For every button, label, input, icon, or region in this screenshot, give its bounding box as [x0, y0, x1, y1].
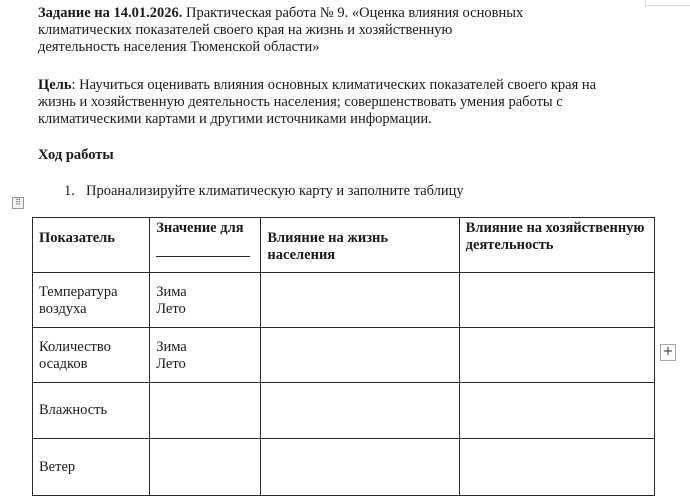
- indicator-cell[interactable]: Температура воздуха: [33, 273, 150, 328]
- table-row: [33, 273, 655, 328]
- header-value-for: [150, 218, 261, 273]
- goal-line3: климатическими картами и другими источниками информации.: [38, 111, 432, 127]
- header-influence-life: Влияние на жизнь населения: [261, 218, 459, 273]
- assignment-title-line2: климатических показателей своего края на жизнь и хозяйственную: [38, 22, 453, 38]
- influence-life-cell[interactable]: [261, 439, 459, 496]
- assignment-date-label: Задание на 14.01.2026.: [38, 5, 183, 21]
- influence-life-cell[interactable]: [261, 383, 459, 439]
- assignment-title-line1: Практическая работа № 9. «Оценка влияния основных: [186, 5, 524, 21]
- goal-label: Цель: [38, 77, 72, 93]
- influence-econ-cell[interactable]: [459, 273, 654, 328]
- add-column-plus-icon[interactable]: +: [660, 344, 676, 361]
- progress-title: Ход работы: [38, 147, 114, 163]
- influence-econ-cell[interactable]: [459, 439, 654, 496]
- season-winter: Зима: [156, 339, 187, 355]
- step-item: [64, 183, 464, 200]
- table-move-handle-icon[interactable]: ⠿: [12, 197, 24, 209]
- table-header-row: [33, 218, 655, 273]
- table-row: [33, 328, 655, 383]
- indicator-cell[interactable]: Ветер: [33, 439, 150, 496]
- header-indicator: Показатель: [33, 218, 150, 273]
- table-row: [33, 439, 655, 496]
- indicator-cell[interactable]: Влажность: [33, 383, 150, 439]
- season-winter: Зима: [156, 284, 187, 300]
- header-influence-econ: Влияние на хозяйственную деятельность: [459, 218, 654, 273]
- season-summer: Лето: [156, 356, 186, 372]
- influence-econ-cell[interactable]: [459, 383, 654, 439]
- header-value-blank-line: [156, 237, 250, 257]
- header-value-for-label: Значение для: [156, 220, 244, 236]
- season-cell[interactable]: [150, 383, 261, 439]
- assignment-title-line3: деятельность населения Тюменской области»: [38, 39, 320, 55]
- influence-econ-cell[interactable]: [459, 328, 654, 383]
- goal-paragraph: [38, 77, 678, 128]
- goal-line1: : Научиться оценивать влияния основных климатических показателей своего края на: [71, 77, 597, 93]
- season-cell[interactable]: [150, 439, 261, 496]
- table-row: [33, 383, 655, 439]
- step-text: Проанализируйте климатическую карту и заполните таблицу: [86, 183, 464, 199]
- influence-life-cell[interactable]: [261, 328, 459, 383]
- season-cell[interactable]: [150, 328, 261, 383]
- season-cell[interactable]: [150, 273, 261, 328]
- step-number: 1.: [64, 183, 75, 199]
- season-summer: Лето: [156, 301, 186, 317]
- goal-line2: жизнь и хозяйственную деятельность населения; совершенствовать умения работы с: [38, 94, 563, 110]
- indicator-cell[interactable]: Количество осадков: [33, 328, 150, 383]
- analysis-table: [32, 217, 655, 496]
- assignment-heading: [38, 5, 678, 56]
- influence-life-cell[interactable]: [261, 273, 459, 328]
